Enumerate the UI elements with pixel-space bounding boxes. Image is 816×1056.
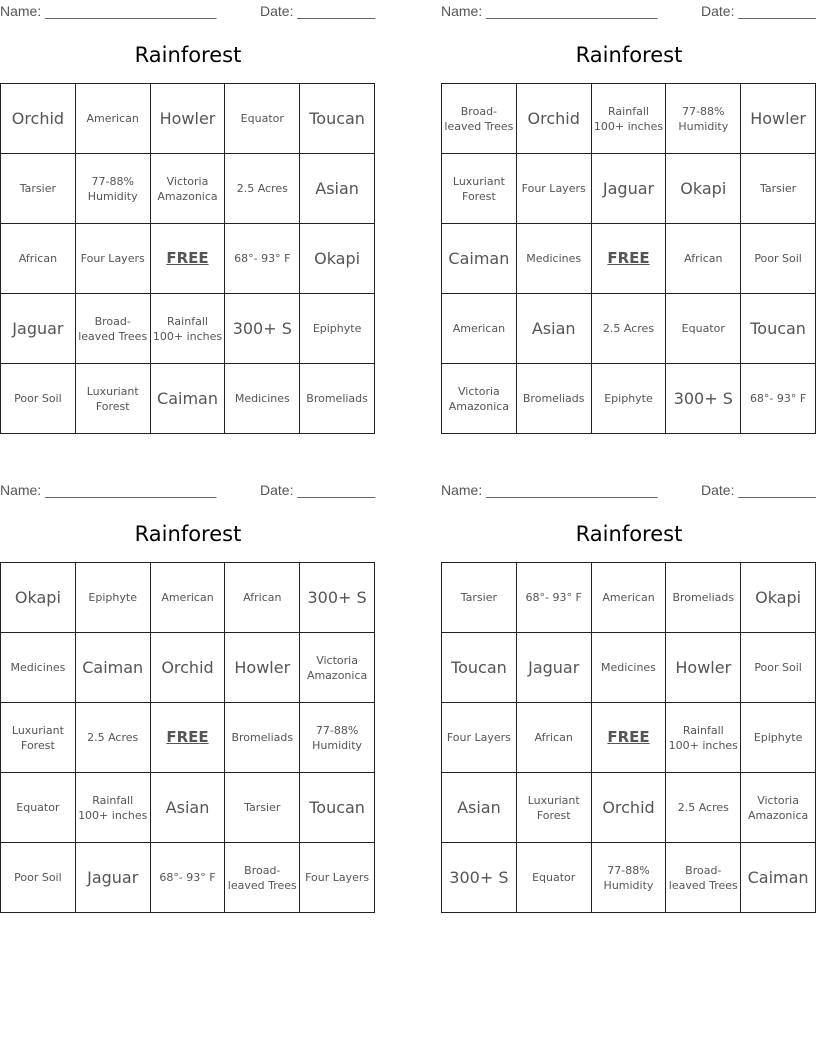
name-line: Name: ______________________ — [0, 482, 217, 498]
cell-text: Howler — [159, 109, 216, 128]
bingo-cell — [151, 843, 226, 913]
cell-text: African — [684, 252, 723, 265]
bingo-card-2 — [441, 0, 816, 440]
bingo-cell — [442, 633, 517, 703]
bingo-cell — [300, 364, 375, 434]
bingo-cell — [1, 84, 76, 154]
free-space — [592, 224, 667, 294]
bingo-cell — [1, 843, 76, 913]
bingo-cell — [225, 154, 300, 224]
cell-text: 300+ S — [449, 868, 509, 887]
free-space — [151, 224, 226, 294]
bingo-cell — [76, 154, 151, 224]
cell-text: Howler — [750, 109, 806, 128]
cell-text: Rainfall 100+ inches — [593, 104, 664, 133]
cell-text: American — [452, 322, 506, 335]
bingo-cell — [151, 154, 226, 224]
cell-text: Luxuriant Forest — [86, 384, 139, 413]
cell-text: Orchid — [602, 798, 655, 817]
cell-text: African — [18, 252, 58, 265]
bingo-cell — [517, 224, 592, 294]
cell-text: Poor Soil — [754, 661, 802, 674]
name-line: Name: ______________________ — [441, 482, 658, 498]
cell-text: Equator — [532, 871, 576, 884]
bingo-cell — [517, 154, 592, 224]
bingo-cell — [741, 364, 816, 434]
bingo-cell — [442, 294, 517, 364]
cell-text: Tarsier — [19, 182, 57, 195]
bingo-cell — [151, 773, 226, 843]
cell-text: Rainfall 100+ inches — [78, 793, 148, 822]
bingo-cell — [517, 703, 592, 773]
cell-text: Equator — [240, 112, 284, 125]
cell-text: Medicines — [526, 252, 582, 265]
bingo-cell — [517, 843, 592, 913]
bingo-cell — [76, 294, 151, 364]
bingo-cell — [225, 633, 300, 703]
cell-text: Four Layers — [305, 871, 370, 884]
cell-text: 2.5 Acres — [602, 322, 655, 335]
cell-text: American — [86, 112, 139, 125]
bingo-cell — [592, 364, 667, 434]
bingo-cell — [151, 364, 226, 434]
card-title: Rainforest — [575, 522, 683, 546]
bingo-cell — [592, 633, 667, 703]
bingo-cell — [666, 294, 741, 364]
bingo-cell — [442, 773, 517, 843]
bingo-cell — [151, 633, 226, 703]
cell-text: Luxuriant Forest — [452, 174, 505, 203]
cell-text: Toucan — [451, 658, 507, 677]
bingo-cell — [300, 633, 375, 703]
bingo-cell — [1, 224, 76, 294]
cell-text: Victoria Amazonica — [157, 174, 218, 203]
bingo-cell — [225, 843, 300, 913]
bingo-card-4 — [441, 479, 816, 919]
bingo-cell — [1, 703, 76, 773]
bingo-cell — [442, 703, 517, 773]
cell-text: Epiphyte — [753, 731, 803, 744]
bingo-cell — [517, 563, 592, 633]
bingo-cell — [76, 224, 151, 294]
cell-text: 300+ S — [307, 588, 367, 607]
cell-text: Four Layers — [80, 252, 145, 265]
cell-text: Poor Soil — [14, 392, 62, 405]
cell-text: Victoria Amazonica — [306, 653, 368, 682]
cell-text: 77-88% Humidity — [678, 104, 729, 133]
cell-text: Rainfall 100+ inches — [152, 314, 223, 343]
cell-text: 68°- 93° F — [234, 252, 291, 265]
bingo-cell — [151, 294, 226, 364]
bingo-cell — [225, 84, 300, 154]
bingo-cell — [741, 633, 816, 703]
bingo-cell — [300, 773, 375, 843]
free-space — [592, 703, 667, 773]
bingo-cell — [666, 773, 741, 843]
bingo-cell — [741, 843, 816, 913]
cell-text: Orchid — [11, 109, 65, 128]
bingo-cell — [517, 773, 592, 843]
cell-text: Howler — [675, 658, 732, 677]
cell-text: American — [602, 591, 655, 604]
cell-text: Equator — [16, 801, 60, 814]
card-title: Rainforest — [134, 522, 242, 546]
cell-text: Toucan — [309, 109, 365, 128]
cell-text: Caiman — [157, 389, 218, 408]
cell-text: Asian — [165, 798, 210, 817]
bingo-cell — [666, 84, 741, 154]
cell-text: Victoria Amazonica — [448, 384, 510, 413]
bingo-cell — [741, 294, 816, 364]
cell-text: Asian — [457, 798, 501, 817]
bingo-cell — [151, 84, 226, 154]
cell-text: 77-88% Humidity — [603, 863, 654, 892]
bingo-cell — [76, 703, 151, 773]
bingo-cell — [225, 294, 300, 364]
cell-text: Bromeliads — [522, 392, 585, 405]
bingo-card-1 — [0, 0, 376, 440]
bingo-cell — [741, 224, 816, 294]
bingo-grid — [441, 562, 816, 913]
cell-text: Four Layers — [446, 731, 511, 744]
cell-text: Okapi — [755, 588, 802, 607]
cell-text: Asian — [315, 179, 359, 198]
cell-text: Equator — [681, 322, 725, 335]
cell-text: Orchid — [161, 658, 214, 677]
bingo-cell — [666, 364, 741, 434]
cell-text: 68°- 93° F — [159, 871, 216, 884]
bingo-cell — [300, 703, 375, 773]
cell-text: Four Layers — [521, 182, 586, 195]
cell-text: Caiman — [747, 868, 809, 887]
cell-text: 68°- 93° F — [525, 591, 582, 604]
cell-text: Bromeliads — [672, 591, 735, 604]
bingo-cell — [225, 364, 300, 434]
bingo-cell — [300, 84, 375, 154]
cell-text: Okapi — [680, 179, 727, 198]
bingo-cell — [225, 703, 300, 773]
cell-text: Tarsier — [759, 182, 797, 195]
cell-text: FREE — [607, 728, 650, 746]
cell-text: Broad-leaved Trees — [444, 104, 514, 133]
cell-text: 300+ S — [673, 389, 733, 408]
cell-text: 77-88% Humidity — [312, 723, 363, 752]
cell-text: Tarsier — [460, 591, 498, 604]
cell-text: 2.5 Acres — [87, 731, 139, 744]
bingo-cell — [151, 563, 226, 633]
bingo-cell — [442, 224, 517, 294]
cell-text: 77-88% Humidity — [87, 174, 138, 203]
cell-text: 2.5 Acres — [236, 182, 288, 195]
bingo-cell — [517, 84, 592, 154]
cell-text: Medicines — [10, 661, 66, 674]
bingo-cell — [442, 364, 517, 434]
bingo-cell — [741, 703, 816, 773]
bingo-cell — [76, 84, 151, 154]
cell-text: Okapi — [14, 588, 61, 607]
date-line: Date: __________ — [701, 3, 816, 19]
bingo-cell — [225, 563, 300, 633]
bingo-grid — [0, 83, 375, 434]
bingo-cell — [741, 154, 816, 224]
bingo-cell — [666, 154, 741, 224]
cell-text: Tarsier — [244, 801, 281, 814]
cell-text: Toucan — [750, 319, 806, 338]
cell-text: FREE — [607, 249, 650, 267]
cell-text: Victoria Amazonica — [747, 793, 809, 822]
bingo-cell — [666, 703, 741, 773]
bingo-cell — [300, 563, 375, 633]
cell-text: African — [243, 591, 282, 604]
cell-text: Howler — [234, 658, 291, 677]
name-line: Name: ______________________ — [0, 3, 217, 19]
cell-text: Bromeliads — [306, 392, 368, 405]
date-line: Date: __________ — [260, 482, 376, 498]
bingo-cell — [1, 773, 76, 843]
bingo-grid — [0, 562, 375, 913]
bingo-cell — [517, 633, 592, 703]
bingo-cell — [1, 633, 76, 703]
bingo-cell — [1, 294, 76, 364]
bingo-cell — [741, 563, 816, 633]
bingo-cell — [442, 563, 517, 633]
cell-text: Bromeliads — [231, 731, 294, 744]
bingo-cell — [300, 294, 375, 364]
cell-text: Caiman — [82, 658, 144, 677]
bingo-cell — [76, 843, 151, 913]
bingo-cell — [225, 773, 300, 843]
card-title: Rainforest — [134, 43, 242, 67]
cell-text: Poor Soil — [754, 252, 802, 265]
date-line: Date: __________ — [260, 3, 376, 19]
cell-text: Luxuriant Forest — [11, 723, 64, 752]
free-space — [151, 703, 226, 773]
cell-text: 68°- 93° F — [749, 392, 807, 405]
cell-text: Toucan — [309, 798, 365, 817]
bingo-cell — [666, 563, 741, 633]
bingo-cell — [1, 563, 76, 633]
cell-text: Epiphyte — [88, 591, 137, 604]
bingo-cell — [592, 773, 667, 843]
cell-text: Broad-leaved Trees — [227, 863, 297, 892]
bingo-cell — [592, 563, 667, 633]
cell-text: Jaguar — [602, 179, 655, 198]
bingo-cell — [517, 364, 592, 434]
cell-text: Epiphyte — [312, 322, 362, 335]
bingo-cell — [300, 224, 375, 294]
bingo-cell — [741, 84, 816, 154]
cell-text: African — [534, 731, 573, 744]
bingo-cell — [517, 294, 592, 364]
cell-text: Medicines — [601, 661, 656, 674]
bingo-cell — [592, 294, 667, 364]
bingo-cell — [300, 154, 375, 224]
cell-text: Asian — [531, 319, 576, 338]
bingo-cell — [442, 154, 517, 224]
cell-text: FREE — [166, 249, 209, 267]
date-line: Date: __________ — [701, 482, 816, 498]
cell-text: Epiphyte — [604, 392, 653, 405]
bingo-card-3 — [0, 479, 376, 919]
bingo-cell — [666, 843, 741, 913]
bingo-cell — [741, 773, 816, 843]
cell-text: Luxuriant Forest — [527, 793, 580, 822]
cell-text: 2.5 Acres — [677, 801, 729, 814]
bingo-cell — [76, 633, 151, 703]
bingo-grid — [441, 83, 816, 434]
bingo-cell — [666, 224, 741, 294]
bingo-cell — [442, 843, 517, 913]
cell-text: 300+ S — [232, 319, 292, 338]
cell-text: Medicines — [234, 392, 290, 405]
bingo-cell — [300, 843, 375, 913]
bingo-cell — [76, 364, 151, 434]
cell-text: Caiman — [448, 249, 510, 268]
bingo-cell — [225, 224, 300, 294]
bingo-cell — [592, 154, 667, 224]
cell-text: Broad-leaved Trees — [78, 314, 148, 343]
cell-text: Jaguar — [12, 319, 64, 338]
cell-text: American — [161, 591, 214, 604]
cell-text: FREE — [166, 728, 209, 746]
bingo-cell — [592, 843, 667, 913]
cell-text: Jaguar — [87, 868, 139, 887]
bingo-cell — [442, 84, 517, 154]
bingo-cell — [1, 154, 76, 224]
bingo-cell — [592, 84, 667, 154]
cell-text: Rainfall 100+ inches — [668, 723, 738, 752]
cell-text: Poor Soil — [14, 871, 62, 884]
bingo-cell — [666, 633, 741, 703]
card-title: Rainforest — [575, 43, 683, 67]
cell-text: Broad-leaved Trees — [668, 863, 738, 892]
cell-text: Jaguar — [528, 658, 580, 677]
cell-text: Orchid — [527, 109, 580, 128]
cell-text: Okapi — [314, 249, 361, 268]
bingo-cell — [76, 563, 151, 633]
bingo-cell — [1, 364, 76, 434]
name-line: Name: ______________________ — [441, 3, 658, 19]
bingo-cell — [76, 773, 151, 843]
